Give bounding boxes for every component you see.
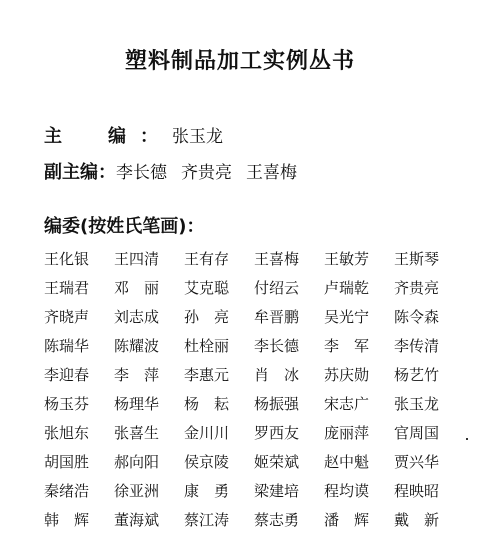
chief-editor-line	[44, 122, 237, 148]
committee-member: 王瑞君	[44, 279, 90, 297]
committee-member: 杜栓丽	[184, 337, 230, 355]
committee-member: 苏庆勋	[324, 366, 370, 384]
committee-member: 杨玉芬	[44, 395, 90, 413]
committee-member: 肖 冰	[254, 366, 300, 384]
committee-member: 齐贵亮	[394, 279, 440, 297]
committee-member: 王斯琴	[394, 250, 440, 268]
committee-member: 康 勇	[184, 482, 230, 500]
committee-member: 罗西友	[254, 424, 300, 442]
committee-member: 秦绪浩	[44, 482, 90, 500]
committee-member: 郝向阳	[114, 453, 160, 471]
committee-member: 李长德	[254, 337, 300, 355]
chief-editor-names	[172, 127, 237, 147]
committee-member: 陈令森	[394, 308, 440, 326]
committee-member: 金川川	[184, 424, 230, 442]
committee-member: 陈瑞华	[44, 337, 90, 355]
committee-member-list	[44, 248, 464, 538]
committee-member: 邓 丽	[114, 279, 160, 297]
committee-member: 梁建培	[254, 482, 300, 500]
committee-member: 王敏芳	[324, 250, 370, 268]
deputy-editor-names	[116, 163, 311, 183]
committee-member: 宋志广	[324, 395, 370, 413]
committee-member: 艾克聪	[184, 279, 230, 297]
committee-member: 李迎春	[44, 366, 90, 384]
committee-member: 王化银	[44, 250, 90, 268]
page-speck	[466, 438, 468, 440]
committee-member: 张喜生	[114, 424, 160, 442]
committee-member: 刘志成	[114, 308, 160, 326]
committee-member: 杨理华	[114, 395, 160, 413]
committee-member: 程映昭	[394, 482, 440, 500]
deputy-editor-line	[44, 158, 311, 184]
committee-member: 戴 新	[394, 511, 440, 529]
committee-member: 王有存	[184, 250, 230, 268]
committee-label: 编委(按姓氏笔画)：	[44, 216, 205, 237]
committee-member: 吴光宁	[324, 308, 370, 326]
committee-member: 陈耀波	[114, 337, 160, 355]
committee-member: 蔡江涛	[184, 511, 230, 529]
chief-editor-label: 主 编：	[44, 126, 172, 147]
chief-editor-name: 张玉龙	[172, 127, 223, 147]
committee-member: 韩 辉	[44, 511, 90, 529]
committee-member: 官周国	[394, 424, 440, 442]
committee-member: 董海斌	[114, 511, 160, 529]
committee-member: 杨艺竹	[394, 366, 440, 384]
committee-member: 蔡志勇	[254, 511, 300, 529]
committee-member: 牟晋鹏	[254, 308, 300, 326]
committee-member: 李 萍	[114, 366, 160, 384]
committee-member: 潘 辉	[324, 511, 370, 529]
committee-member: 李传清	[394, 337, 440, 355]
committee-member: 赵中魁	[324, 453, 370, 471]
committee-member: 张玉龙	[394, 395, 440, 413]
committee-member: 胡国胜	[44, 453, 90, 471]
committee-member: 张旭东	[44, 424, 90, 442]
committee-member: 王喜梅	[254, 250, 300, 268]
committee-member: 贾兴华	[394, 453, 440, 471]
committee-member: 徐亚洲	[114, 482, 160, 500]
committee-member: 侯京陵	[184, 453, 230, 471]
committee-member: 齐晓声	[44, 308, 90, 326]
deputy-editor-name: 李长德	[116, 163, 167, 183]
committee-member: 卢瑞乾	[324, 279, 370, 297]
committee-member: 杨振强	[254, 395, 300, 413]
committee-member: 程均谟	[324, 482, 370, 500]
committee-member: 李 军	[324, 337, 370, 355]
committee-member: 杨 耘	[184, 395, 230, 413]
committee-member: 庞丽萍	[324, 424, 370, 442]
deputy-editor-name: 齐贵亮	[181, 163, 232, 183]
committee-member: 孙 亮	[184, 308, 230, 326]
committee-member: 王四清	[114, 250, 160, 268]
committee-member: 付绍云	[254, 279, 300, 297]
deputy-editor-label: 副主编：	[44, 162, 116, 183]
committee-member: 李惠元	[184, 366, 230, 384]
deputy-editor-name: 王喜梅	[246, 163, 297, 183]
committee-member: 姬荣斌	[254, 453, 300, 471]
series-title: 塑料制品加工实例丛书	[124, 49, 355, 74]
